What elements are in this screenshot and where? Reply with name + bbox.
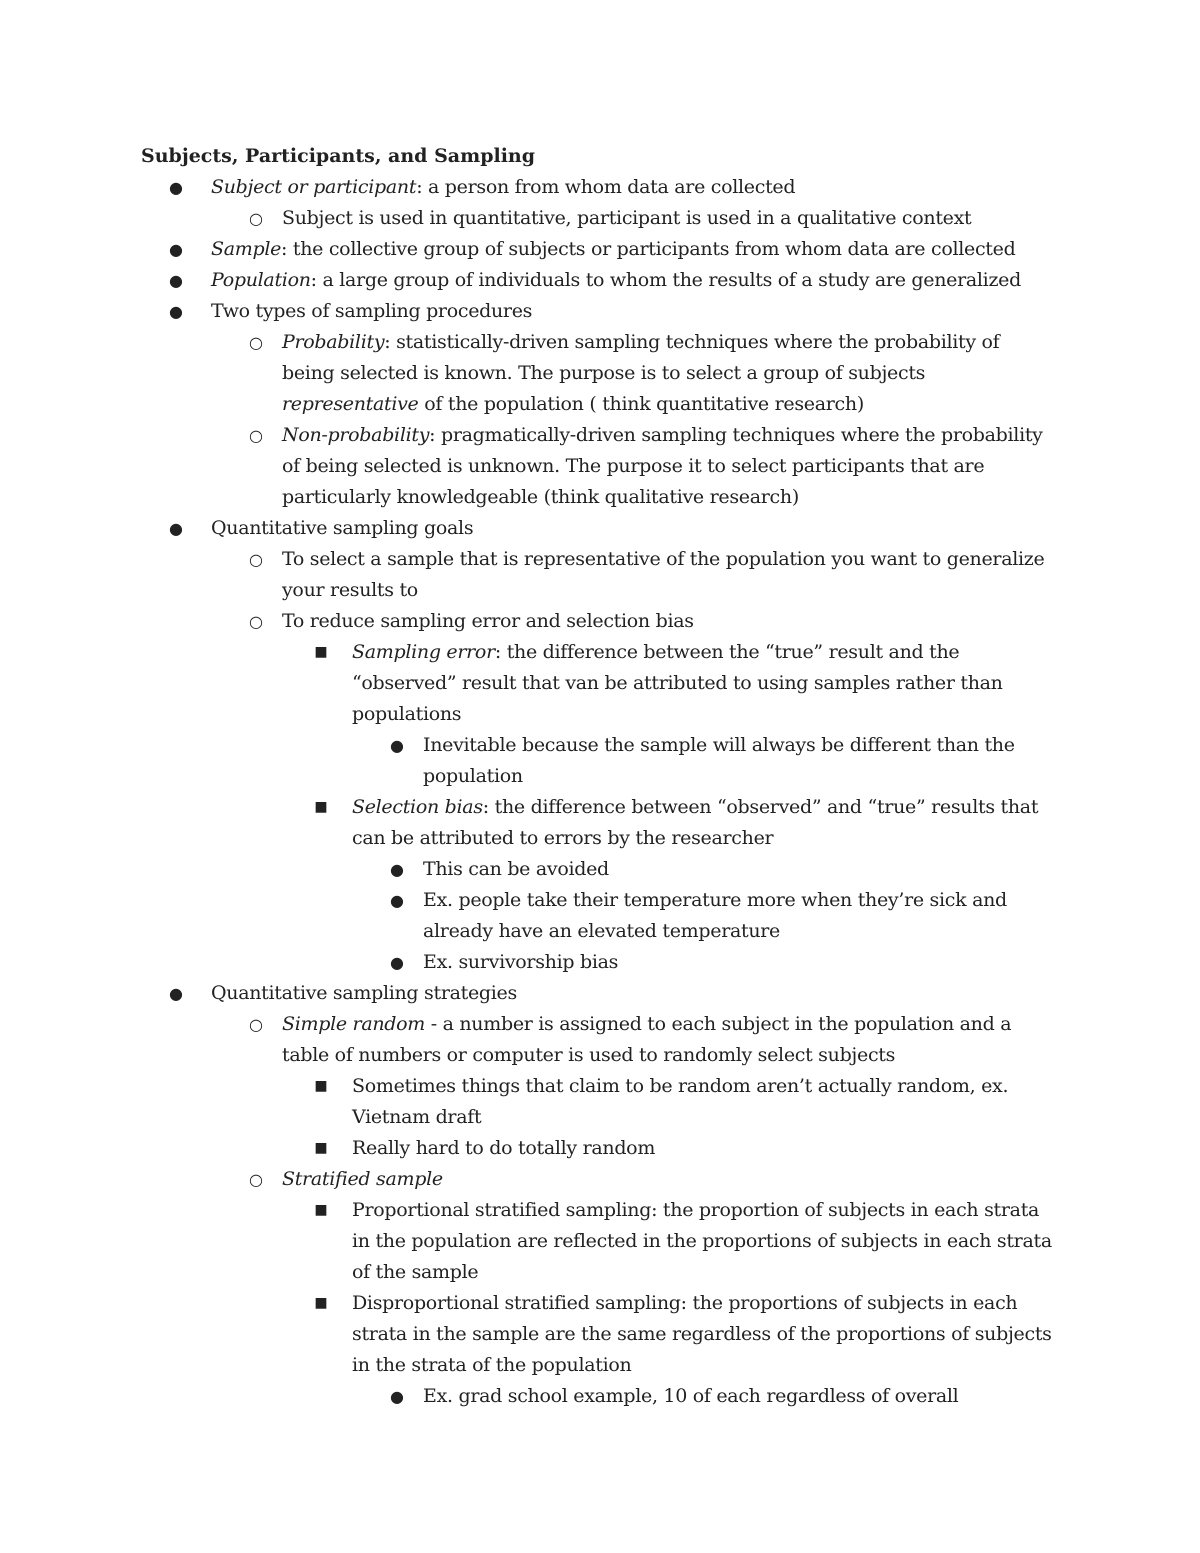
bullet-marker-level-4: ● <box>390 736 404 755</box>
list-item-line <box>352 1226 1052 1257</box>
bullet-marker-level-2: ○ <box>249 1015 263 1034</box>
list-item-line <box>352 1133 655 1164</box>
list-item <box>423 1381 958 1412</box>
line-text: of being selected is unknown. The purpose it to select participants that are <box>282 455 985 477</box>
list-item-line <box>423 947 618 978</box>
list-item <box>352 792 1038 854</box>
list-item-line <box>282 544 1044 575</box>
line-text: populations <box>352 703 462 725</box>
list-item-line <box>352 1319 1052 1350</box>
line-text: your results to <box>282 579 418 601</box>
list-item <box>211 296 532 327</box>
bullet-marker-level-3: ■ <box>314 1202 328 1218</box>
line-text: Sometimes things that claim to be random aren’t actually random, ex. <box>352 1075 1009 1097</box>
list-item <box>423 947 618 978</box>
bullet-marker-level-3: ■ <box>314 799 328 815</box>
defined-term: Sampling error <box>352 641 495 663</box>
bullet-marker-level-1: ● <box>169 240 183 259</box>
list-item-line <box>352 823 1038 854</box>
line-text: Ex. survivorship bias <box>423 951 619 973</box>
defined-term: Stratified sample <box>282 1168 443 1190</box>
bullet-marker-level-3: ■ <box>314 1140 328 1156</box>
bullet-marker-level-4: ● <box>390 860 404 879</box>
bullet-marker-level-1: ● <box>169 271 183 290</box>
list-item-line <box>352 637 1003 668</box>
list-item-line <box>352 1350 1052 1381</box>
line-text: Proportional stratified sampling: the proportion of subjects in each strata <box>352 1199 1040 1221</box>
bullet-marker-level-1: ● <box>169 302 183 321</box>
page-title: Subjects, Participants, and Sampling <box>141 145 536 167</box>
list-item-line <box>282 482 1043 513</box>
list-item <box>282 606 694 637</box>
line-text: : statistically-driven sampling techniques where the probability of <box>384 331 1000 353</box>
list-item-line <box>282 203 971 234</box>
line-text: : pragmatically-driven sampling techniques where the probability <box>429 424 1043 446</box>
list-item <box>211 513 473 544</box>
line-text: already have an elevated temperature <box>423 920 781 942</box>
list-item-line <box>282 1040 1011 1071</box>
list-item-line <box>423 761 1015 792</box>
line-text: particularly knowledgeable (think qualitative research) <box>282 486 799 508</box>
defined-term: Simple random <box>282 1013 425 1035</box>
line-text: : a person from whom data are collected <box>416 176 796 198</box>
list-item <box>352 637 1003 730</box>
line-text: This can be avoided <box>423 858 609 880</box>
line-text: Vietnam draft <box>352 1106 482 1128</box>
list-item-line <box>282 606 694 637</box>
line-text: : the collective group of subjects or participants from whom data are collected <box>281 238 1016 260</box>
defined-term: Subject or participant <box>211 176 417 198</box>
list-item-line <box>282 1164 443 1195</box>
line-text: Inevitable because the sample will always be different than the <box>423 734 1015 756</box>
list-item-line <box>352 1257 1052 1288</box>
bullet-marker-level-2: ○ <box>249 1170 263 1189</box>
list-item-line <box>352 1195 1052 1226</box>
line-text: - a number is assigned to each subject in the population and a <box>425 1013 1012 1035</box>
line-text: : a large group of individuals to whom the results of a study are generalized <box>310 269 1021 291</box>
list-item <box>352 1288 1052 1381</box>
line-text: can be attributed to errors by the researcher <box>352 827 774 849</box>
bullet-marker-level-2: ○ <box>249 426 263 445</box>
bullet-marker-level-1: ● <box>169 178 183 197</box>
list-item-line <box>352 792 1038 823</box>
defined-term: Probability <box>282 331 385 353</box>
bullet-marker-level-3: ■ <box>314 1295 328 1311</box>
list-item-line <box>282 358 999 389</box>
list-item-line <box>211 172 795 203</box>
list-item-line <box>282 327 999 358</box>
bullet-marker-level-2: ○ <box>249 209 263 228</box>
defined-term: Selection bias <box>352 796 483 818</box>
line-text: Ex. people take their temperature more when they’re sick and <box>423 889 1007 911</box>
list-item-line <box>352 699 1003 730</box>
list-item <box>352 1195 1052 1288</box>
list-item-line <box>211 513 473 544</box>
line-text: : the difference between the “true” result and the <box>494 641 960 663</box>
bullet-marker-level-4: ● <box>390 953 404 972</box>
line-text: Disproportional stratified sampling: the proportions of subjects in each <box>352 1292 1018 1314</box>
list-item-line <box>211 978 517 1009</box>
defined-term: Sample <box>211 238 282 260</box>
list-item-line <box>352 1288 1052 1319</box>
list-item-line <box>282 451 1043 482</box>
list-item <box>282 1164 443 1195</box>
line-text: Subject is used in quantitative, participant is used in a qualitative context <box>282 207 972 229</box>
emphasized-term: representative <box>282 393 419 415</box>
line-text: Quantitative sampling strategies <box>211 982 517 1004</box>
line-text: table of numbers or computer is used to randomly select subjects <box>282 1044 896 1066</box>
bullet-marker-level-2: ○ <box>249 612 263 631</box>
list-item-line <box>423 885 1007 916</box>
list-item-line <box>282 389 999 420</box>
list-item-line <box>423 916 1007 947</box>
list-item <box>423 730 1015 792</box>
list-item <box>282 327 999 420</box>
list-item <box>282 544 1044 606</box>
line-text: Quantitative sampling goals <box>211 517 474 539</box>
list-item <box>352 1071 1008 1133</box>
list-item <box>423 885 1007 947</box>
line-text: Two types of sampling procedures <box>211 300 533 322</box>
line-text: being selected is known. The purpose is to select a group of subjects <box>282 362 926 384</box>
list-item-line <box>211 265 1021 296</box>
line-text: Ex. grad school example, 10 of each regardless of overall <box>423 1385 959 1407</box>
list-item-line <box>352 1102 1008 1133</box>
bullet-marker-level-3: ■ <box>314 1078 328 1094</box>
bullet-marker-level-4: ● <box>390 1387 404 1406</box>
list-item-line <box>282 420 1043 451</box>
line-text: : the difference between “observed” and “true” results that <box>482 796 1039 818</box>
list-item-line <box>423 730 1015 761</box>
list-item-line <box>352 668 1003 699</box>
line-text: in the strata of the population <box>352 1354 632 1376</box>
list-item <box>211 978 517 1009</box>
bullet-marker-level-3: ■ <box>314 644 328 660</box>
line-text: To select a sample that is representative of the population you want to generalize <box>282 548 1045 570</box>
bullet-marker-level-2: ○ <box>249 333 263 352</box>
bullet-marker-level-1: ● <box>169 984 183 1003</box>
list-item-line <box>423 854 609 885</box>
bullet-marker-level-1: ● <box>169 519 183 538</box>
line-text: “observed” result that van be attributed to using samples rather than <box>352 672 1003 694</box>
defined-term: Population <box>211 269 311 291</box>
list-item-line <box>282 575 1044 606</box>
list-item-line <box>282 1009 1011 1040</box>
bullet-marker-level-4: ● <box>390 891 404 910</box>
list-item-line <box>211 296 532 327</box>
list-item <box>211 172 795 203</box>
line-text: in the population are reflected in the proportions of subjects in each strata <box>352 1230 1052 1252</box>
line-text: Really hard to do totally random <box>352 1137 656 1159</box>
list-item-line <box>211 234 1015 265</box>
line-text: population <box>423 765 523 787</box>
line-text: of the sample <box>352 1261 479 1283</box>
list-item <box>352 1133 655 1164</box>
line-text: of the population ( think quantitative research) <box>418 393 864 415</box>
list-item <box>211 265 1021 296</box>
list-item-line <box>423 1381 958 1412</box>
list-item <box>211 234 1015 265</box>
list-item-line <box>352 1071 1008 1102</box>
list-item <box>282 1009 1011 1071</box>
list-item <box>282 420 1043 513</box>
list-item <box>423 854 609 885</box>
bullet-marker-level-2: ○ <box>249 550 263 569</box>
line-text: To reduce sampling error and selection bias <box>282 610 694 632</box>
defined-term: Non-probability <box>282 424 430 446</box>
line-text: strata in the sample are the same regardless of the proportions of subjects <box>352 1323 1052 1345</box>
list-item <box>282 203 971 234</box>
